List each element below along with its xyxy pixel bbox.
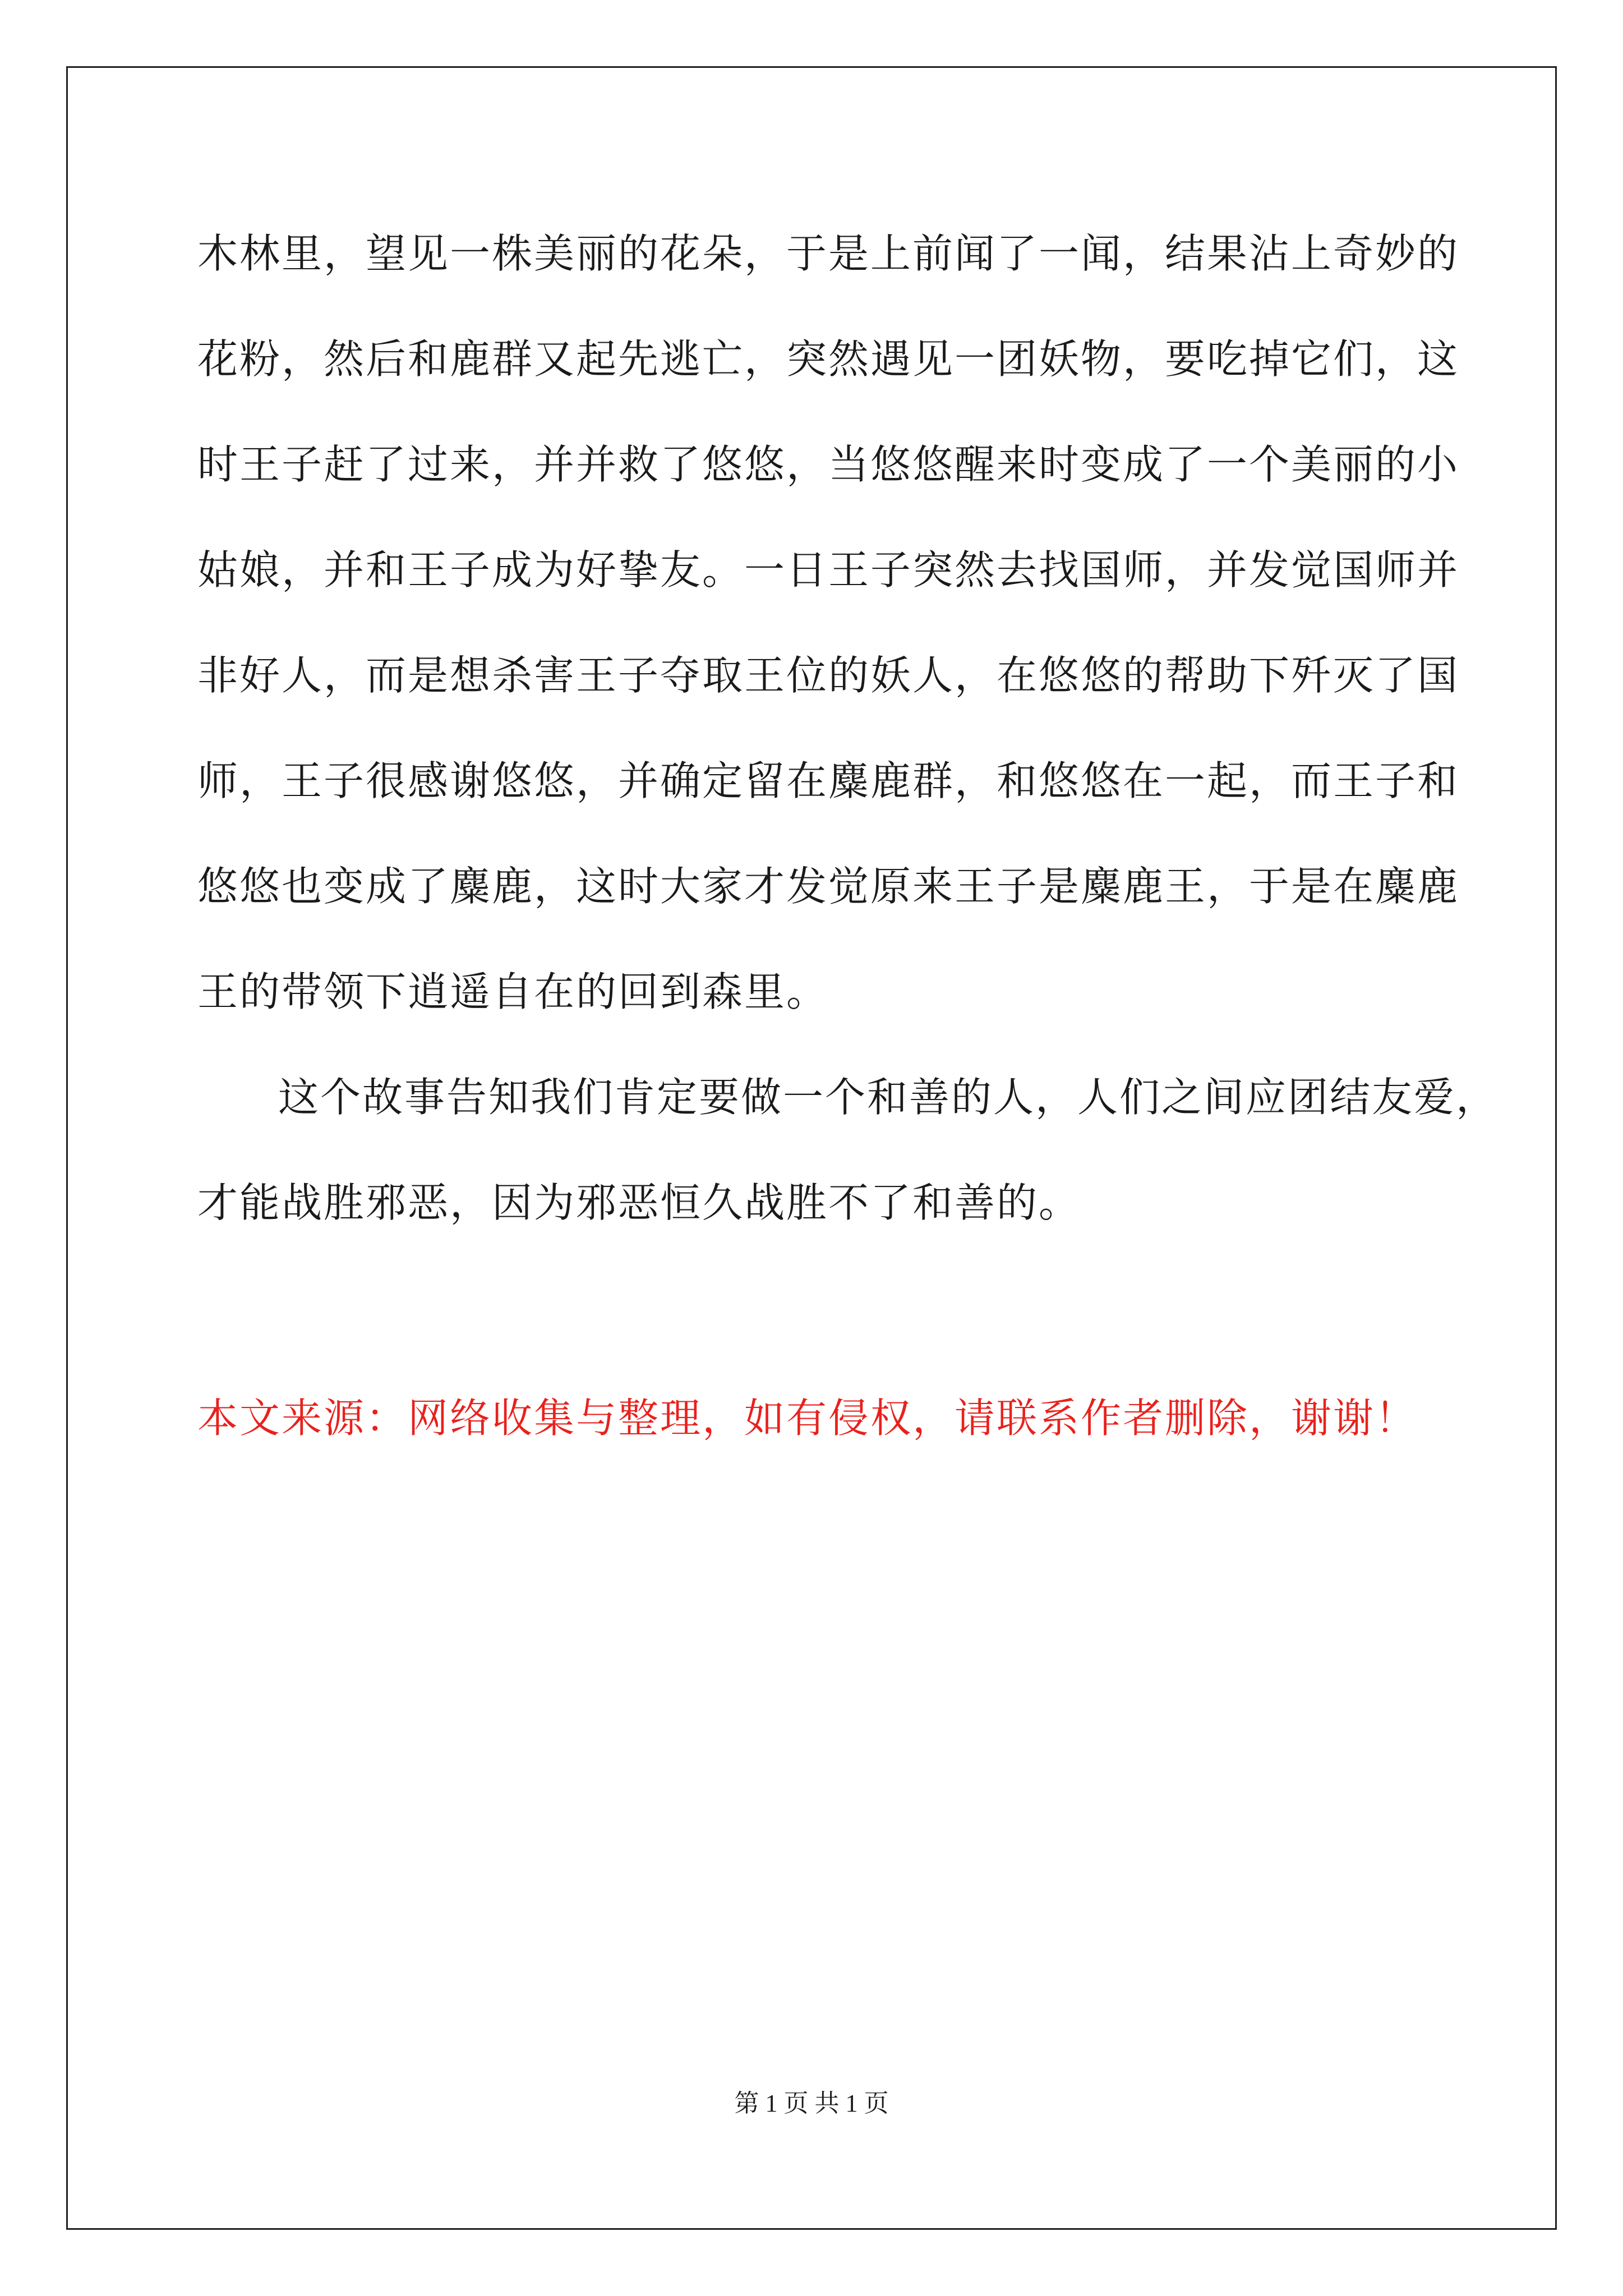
paragraph-2	[197, 1064, 1498, 1274]
text-line: 悠悠也变成了麋鹿，这时大家才发觉原来王子是麋鹿王，于是在麋鹿	[197, 863, 1460, 910]
text-line: 花粉，然后和鹿群又起先逃亡，突然遇见一团妖物，要吃掉它们，这	[197, 335, 1460, 383]
text-line: 师，王子很感谢悠悠，并确定留在麋鹿群，和悠悠在一起，而王子和	[197, 757, 1460, 804]
text-line: 时王子赶了过来，并并救了悠悠，当悠悠醒来时变成了一个美丽的小	[197, 441, 1460, 488]
text-line: 非好人，而是想杀害王子夺取王位的妖人，在悠悠的帮助下歼灭了国	[197, 652, 1460, 699]
document-body	[197, 220, 1498, 1274]
text-line: 姑娘，并和王子成为好挚友。一日王子突然去找国师，并发觉国师并	[197, 546, 1460, 593]
page-number-footer: 第 1 页 共 1 页	[734, 2090, 889, 2117]
text-line: 木林里，望见一株美丽的花朵，于是上前闻了一闻，结果沾上奇妙的	[197, 230, 1460, 277]
paragraph-1	[197, 220, 1476, 1064]
text-line: 这个故事告知我们肯定要做一个和善的人，人们之间应团结友爱，	[278, 1074, 1498, 1121]
source-disclaimer: 本文来源：网络收集与整理，如有侵权，请联系作者删除，谢谢！	[197, 1395, 1418, 1442]
text-line: 王的带领下逍遥自在的回到森里。	[197, 968, 829, 1015]
text-line: 才能战胜邪恶，因为邪恶恒久战胜不了和善的。	[197, 1179, 1081, 1226]
